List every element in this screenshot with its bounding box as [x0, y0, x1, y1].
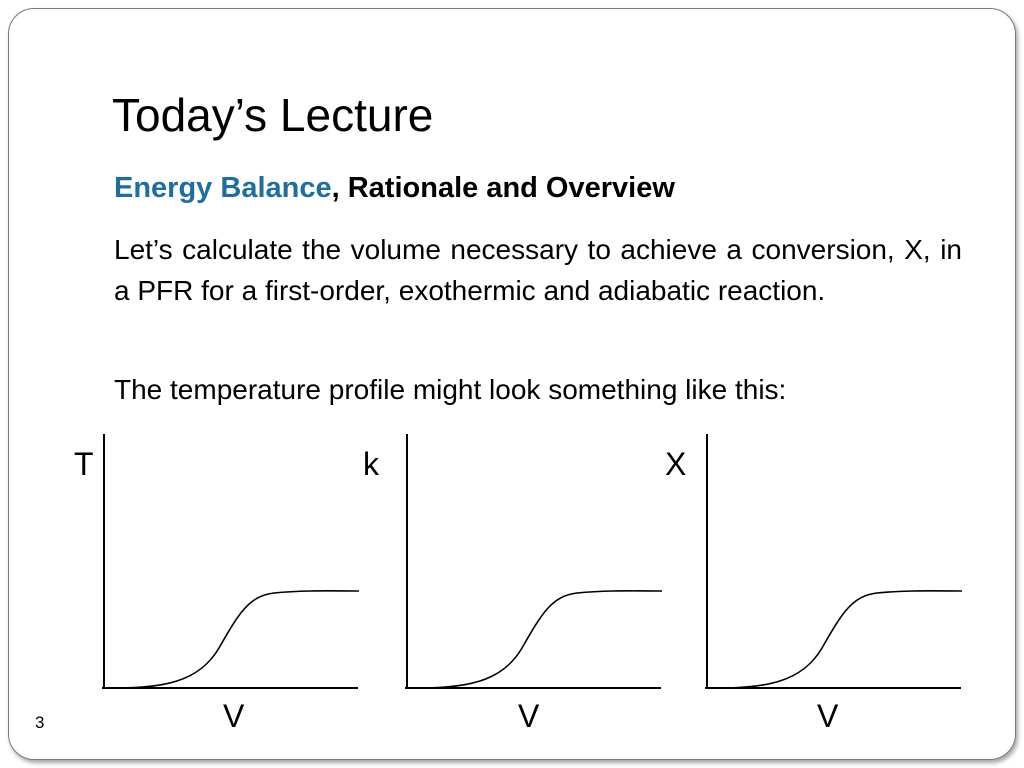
slide-title: Today’s Lecture	[112, 89, 434, 141]
chart-1-curve	[104, 591, 359, 688]
chart-2	[405, 434, 662, 688]
chart-1-ylabel: T	[74, 446, 94, 482]
chart-3	[705, 434, 962, 688]
slide-subtitle	[114, 172, 675, 205]
chart-2-ylabel: k	[363, 446, 379, 482]
chart-2-xlabel: V	[518, 698, 540, 734]
chart-1	[102, 434, 359, 688]
charts-area	[0, 420, 1024, 765]
subtitle-rest: , Rationale and Overview	[331, 172, 675, 204]
charts-svg	[0, 420, 1024, 765]
chart-3-ylabel: X	[665, 446, 687, 482]
slide-number: 3	[35, 713, 45, 732]
chart-3-xlabel: V	[817, 698, 839, 734]
chart-1-xlabel: V	[223, 698, 245, 734]
paragraph-intro: Let’s calculate the volume necessary to achieve a conversion, X, in a PFR for a first-order, exothermic and adiabatic reaction.	[114, 234, 962, 306]
chart-3-curve	[707, 591, 962, 688]
paragraph-profile: The temperature profile might look something like this:	[114, 374, 787, 405]
subtitle-accent: Energy Balance	[114, 172, 332, 204]
chart-2-curve	[407, 591, 662, 688]
